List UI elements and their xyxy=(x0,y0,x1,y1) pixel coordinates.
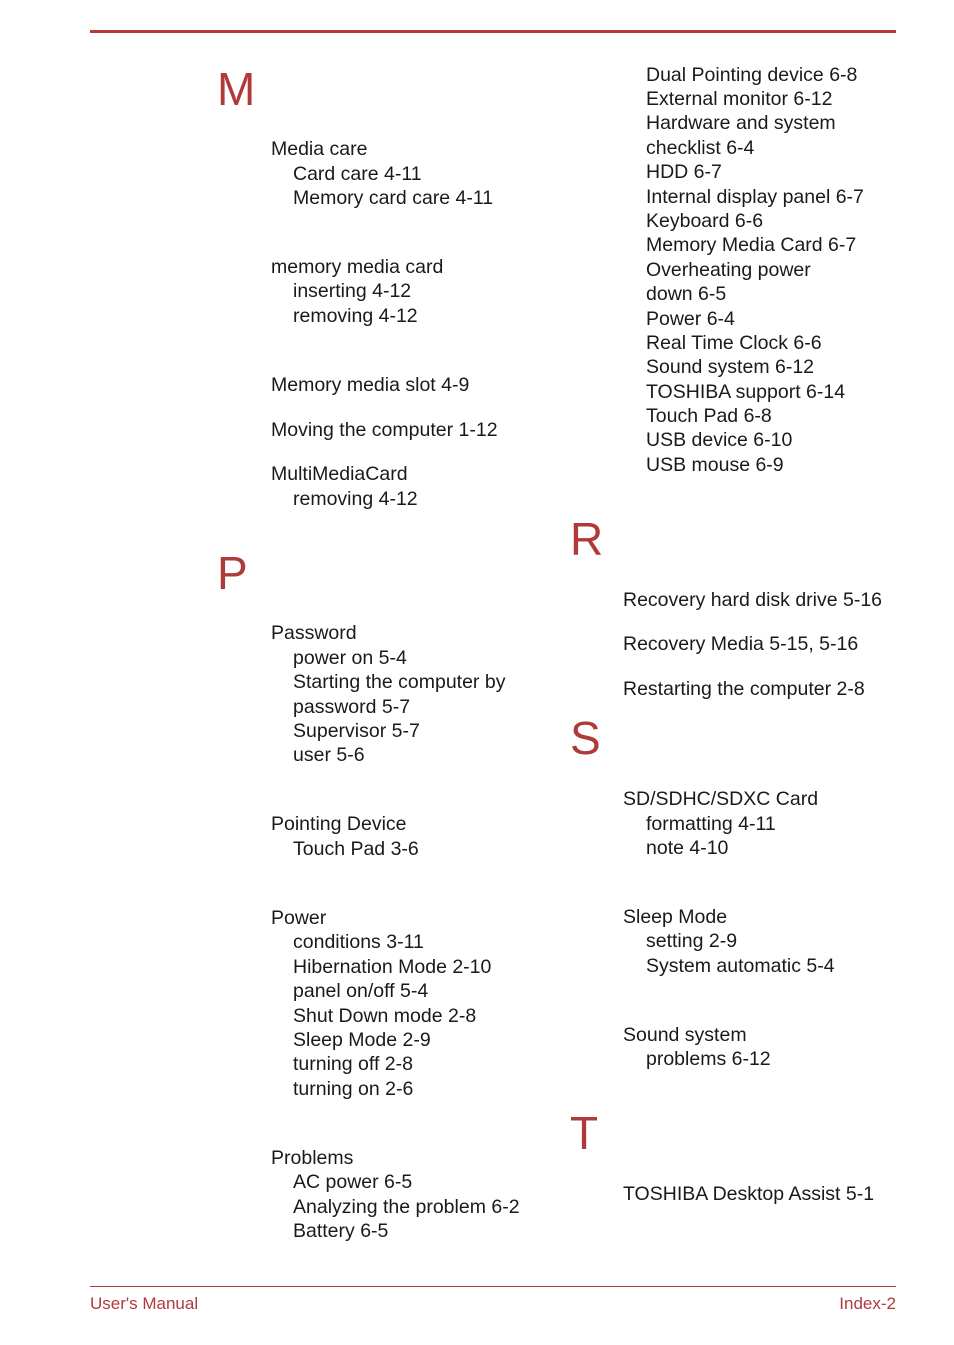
index-entry: TOSHIBA Desktop Assist 5-1 xyxy=(623,1183,875,1205)
index-subentry: power on 5-4 xyxy=(293,647,407,669)
index-entry: Pointing Device xyxy=(271,813,407,835)
index-entry: Moving the computer 1-12 xyxy=(271,419,498,441)
index-subentry: inserting 4-12 xyxy=(293,280,412,302)
footer-rule xyxy=(90,1286,896,1287)
index-subentry: Hardware and system xyxy=(646,112,836,134)
index-subentry: Hibernation Mode 2-10 xyxy=(293,956,492,978)
section-letter-t: T xyxy=(570,1107,599,1159)
index-subentry: setting 2-9 xyxy=(646,930,738,952)
index-subentry: Real Time Clock 6-6 xyxy=(646,332,822,354)
index-subentry: removing 4-12 xyxy=(293,305,418,327)
index-subentry: Touch Pad 3-6 xyxy=(293,838,419,860)
index-subentry: Dual Pointing device 6-8 xyxy=(646,64,858,86)
section-letter-s: S xyxy=(570,712,601,764)
index-subentry: Sleep Mode 2-9 xyxy=(293,1029,431,1051)
footer-manual-title: User's Manual xyxy=(90,1294,199,1313)
index-subentry: Card care 4-11 xyxy=(293,163,422,185)
index-subentry: panel on/off 5-4 xyxy=(293,980,429,1002)
index-entry: Recovery hard disk drive 5-16 xyxy=(623,589,883,611)
section-letter-r: R xyxy=(570,513,604,565)
index-subentry: USB device 6-10 xyxy=(646,429,793,451)
index-subentry: Internal display panel 6-7 xyxy=(646,186,864,208)
index-subentry: user 5-6 xyxy=(293,744,365,766)
index-subentry: AC power 6-5 xyxy=(293,1171,413,1193)
index-entry: Password xyxy=(271,622,357,644)
index-subentry: conditions 3-11 xyxy=(293,931,424,953)
index-subentry: Memory Media Card 6-7 xyxy=(646,234,857,256)
index-subentry: Memory card care 4-11 xyxy=(293,187,494,209)
index-entry: memory media card xyxy=(271,256,444,278)
index-subentry: HDD 6-7 xyxy=(646,161,722,183)
index-entry: SD/SDHC/SDXC Card xyxy=(623,788,819,810)
index-subentry: turning on 2-6 xyxy=(293,1078,414,1100)
index-subentry: removing 4-12 xyxy=(293,488,418,510)
index-subentry: External monitor 6-12 xyxy=(646,88,833,110)
index-subentry: Power 6-4 xyxy=(646,308,735,330)
section-letter-p: P xyxy=(217,547,248,599)
index-subentry: Supervisor 5-7 xyxy=(293,720,420,742)
index-subentry: Sound system 6-12 xyxy=(646,356,815,378)
index-subentry: note 4-10 xyxy=(646,837,729,859)
index-entry: Recovery Media 5-15, 5-16 xyxy=(623,633,859,655)
index-subentry: Analyzing the problem 6-2 xyxy=(293,1196,520,1218)
index-subentry: checklist 6-4 xyxy=(646,137,755,159)
index-subentry: down 6-5 xyxy=(646,283,727,305)
footer-page-number: Index-2 xyxy=(839,1294,896,1313)
index-subentry: password 5-7 xyxy=(293,696,411,718)
index-subentry: System automatic 5-4 xyxy=(646,955,835,977)
index-subentry: Overheating power xyxy=(646,259,811,281)
index-subentry: Starting the computer by xyxy=(293,671,506,693)
index-subentry: USB mouse 6-9 xyxy=(646,454,784,476)
index-entry: Sleep Mode xyxy=(623,906,728,928)
index-subentry: Touch Pad 6-8 xyxy=(646,405,772,427)
index-entry: Media care xyxy=(271,138,368,160)
index-subentry: turning off 2-8 xyxy=(293,1053,413,1075)
index-entry: Power xyxy=(271,907,327,929)
index-entry: Sound system xyxy=(623,1024,747,1046)
index-entry: Memory media slot 4-9 xyxy=(271,374,470,396)
index-entry: MultiMediaCard xyxy=(271,463,408,485)
index-subentry: Keyboard 6-6 xyxy=(646,210,764,232)
index-entry: Restarting the computer 2-8 xyxy=(623,678,865,700)
index-subentry: Shut Down mode 2-8 xyxy=(293,1005,477,1027)
header-rule xyxy=(90,30,896,33)
index-subentry: problems 6-12 xyxy=(646,1048,771,1070)
index-subentry: TOSHIBA support 6-14 xyxy=(646,381,846,403)
section-letter-m: M xyxy=(217,63,256,115)
index-entry: Problems xyxy=(271,1147,354,1169)
index-subentry: Battery 6-5 xyxy=(293,1220,389,1242)
index-subentry: formatting 4-11 xyxy=(646,813,776,835)
